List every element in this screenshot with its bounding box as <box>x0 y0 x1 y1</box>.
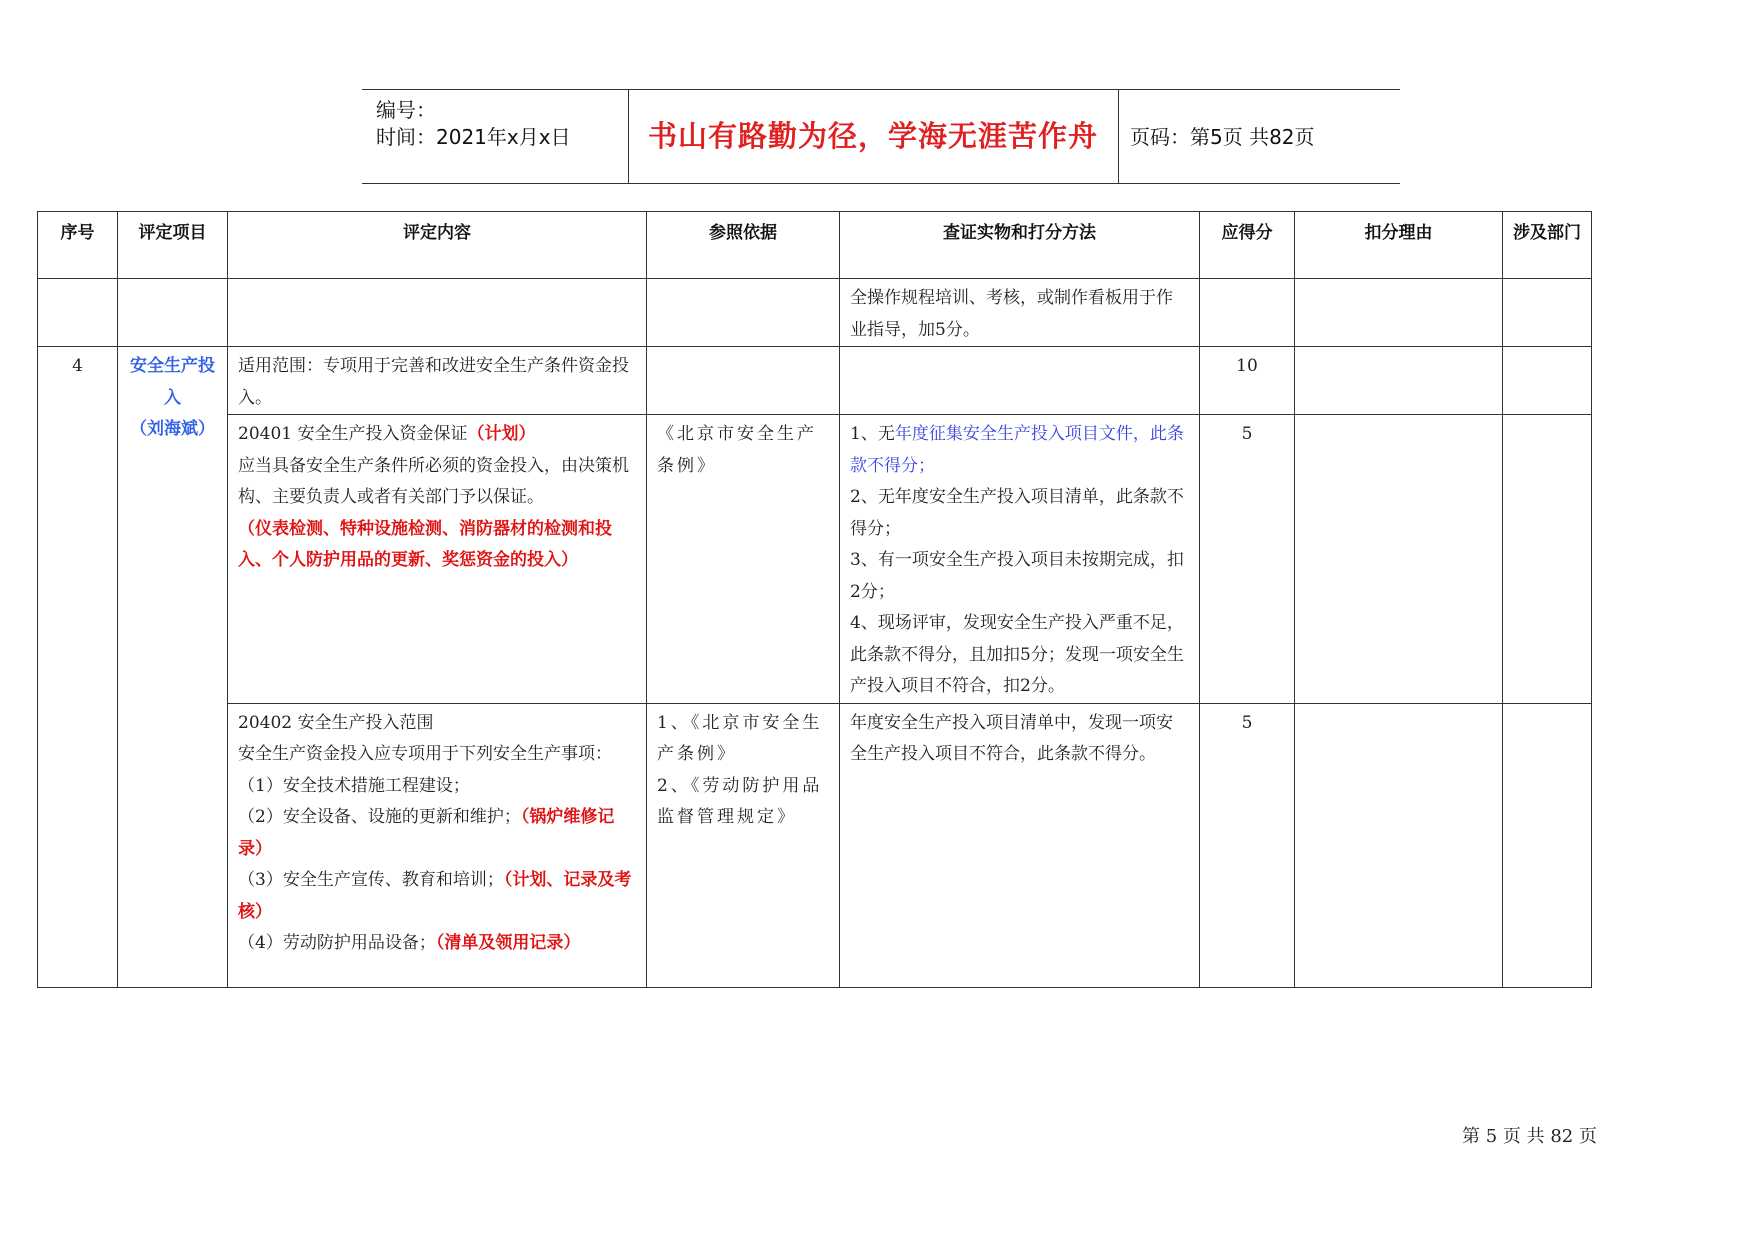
item-20401-body: 应当具备安全生产条件所必须的资金投入，由决策机构、主要负责人或者有关部门予以保证。 <box>238 455 629 507</box>
col-header-dept: 涉及部门 <box>1503 212 1592 279</box>
item-20402-i3-note: （计划、记录及考核） <box>238 870 632 922</box>
item-20401-m3: 3、有一项安全生产投入项目未按期完成，扣2分； <box>850 550 1184 602</box>
item-20401-m4: 4、现场评审，发现安全生产投入严重不足，此条款不得分，且加扣5分；发现一项安全生产投入项目不符合，扣2分。 <box>850 613 1184 696</box>
table-row <box>38 415 1592 704</box>
cell-content <box>228 279 647 347</box>
cell-deduction <box>1295 415 1503 704</box>
item-20401-title-note: （计划） <box>467 424 536 444</box>
item-20401-score: 5 <box>1200 415 1295 704</box>
page-footer: 第 5 页 共 82 页 <box>1462 1126 1597 1147</box>
cell-basis <box>647 279 840 347</box>
header-bottom-rule <box>362 183 1400 184</box>
cell-deduction <box>1295 347 1503 415</box>
col-header-deduction: 扣分理由 <box>1295 212 1503 279</box>
item-20402-i3: （3）安全生产宣传、教育和培训； <box>238 870 504 890</box>
cell-basis <box>647 347 840 415</box>
table-row <box>38 347 1592 415</box>
col-header-content: 评定内容 <box>228 212 647 279</box>
item-20402-title: 20402 安全生产投入范围 <box>238 712 434 733</box>
item-20401-note: （仪表检测、特种设施检测、消防器材的检测和投入、个人防护用品的更新、奖惩资金的投入） <box>238 518 612 570</box>
cell-deduction <box>1295 279 1503 347</box>
col-header-basis: 参照依据 <box>647 212 840 279</box>
section-number: 4 <box>38 347 118 988</box>
doc-date-label: 时间：2021年x月x日 <box>376 125 571 149</box>
cell-dept <box>1503 279 1592 347</box>
cell-item <box>118 279 228 347</box>
section-scope: 适用范围：专项用于完善和改进安全生产条件资金投入。 <box>228 347 647 415</box>
cell-method: 全操作规程培训、考核，或制作看板用于作业指导，加5分。 <box>840 279 1200 347</box>
item-20402-i2: （2）安全设备、设施的更新和维护； <box>238 807 521 827</box>
cell-deduction <box>1295 703 1503 987</box>
section-item-name: 安全生产投入 <box>130 356 215 408</box>
item-20402-i4-note: （清单及领用记录） <box>435 933 581 953</box>
cell-dept <box>1503 347 1592 415</box>
doc-code-label: 编号： <box>376 98 436 122</box>
assessment-table <box>37 211 1592 988</box>
item-20402-basis1: 1、《北京市安全生产条例》 <box>657 712 823 764</box>
section-item <box>118 347 228 988</box>
item-20401-basis: 《北京市安全生产条例》 <box>647 415 840 704</box>
item-20401-content <box>228 415 647 704</box>
item-20402-method: 年度安全生产投入项目清单中，发现一项安全生产投入项目不符合，此条款不得分。 <box>840 703 1200 987</box>
item-20401-m1-highlight: 年度征集安全生产投入项目文件，此条款不得分； <box>850 424 1184 476</box>
item-20402-i1: （1）安全技术措施工程建设； <box>238 775 470 796</box>
cell-no <box>38 279 118 347</box>
item-20402-score: 5 <box>1200 703 1295 987</box>
header-top-rule <box>362 89 1400 90</box>
col-header-no: 序号 <box>38 212 118 279</box>
item-20401-title: 20401 安全生产投入资金保证 <box>238 424 468 444</box>
item-20401-m2: 2、无年度安全生产投入项目清单，此条款不得分； <box>850 487 1184 539</box>
cell-score <box>1200 279 1295 347</box>
table-header-row <box>38 212 1592 279</box>
item-20401-m1-prefix: 1、无 <box>850 424 895 444</box>
item-20402-basis2: 2、《劳动防护用品监督管理规定》 <box>657 775 823 827</box>
item-20402-basis <box>647 703 840 987</box>
table-row <box>38 279 1592 347</box>
col-header-method: 查证实物和打分方法 <box>840 212 1200 279</box>
header-divider-right <box>1118 89 1119 184</box>
col-header-score: 应得分 <box>1200 212 1295 279</box>
cell-dept <box>1503 415 1592 704</box>
table-row <box>38 703 1592 987</box>
section-score: 10 <box>1200 347 1295 415</box>
header-motto: 书山有路勤为径，学海无涯苦作舟 <box>647 119 1098 153</box>
item-20402-i2-note: （锅炉维修记录） <box>238 807 615 859</box>
item-20402-content <box>228 703 647 987</box>
item-20401-method <box>840 415 1200 704</box>
header-page-code: 页码：第5页 共82页 <box>1130 125 1315 149</box>
item-20402-i4: （4）劳动防护用品设备； <box>238 933 436 953</box>
section-item-person: （刘海斌） <box>130 419 215 439</box>
cell-method <box>840 347 1200 415</box>
item-20402-intro: 安全生产资金投入应专项用于下列安全生产事项： <box>238 744 612 764</box>
cell-dept <box>1503 703 1592 987</box>
col-header-item: 评定项目 <box>118 212 228 279</box>
